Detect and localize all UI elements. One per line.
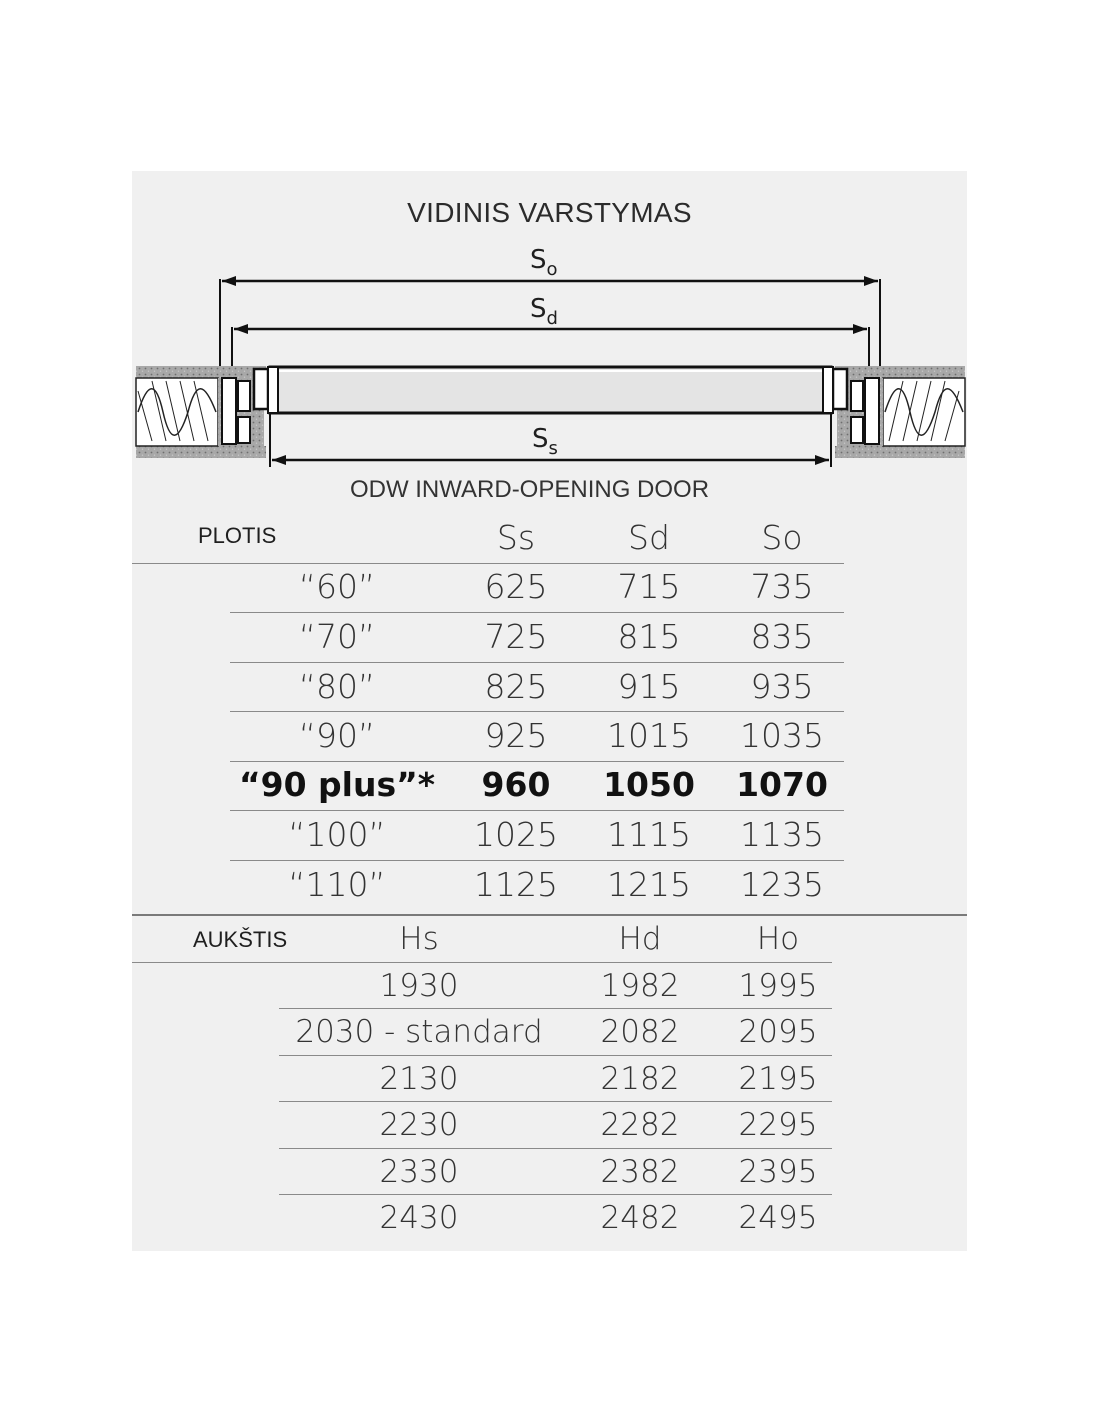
sd-value: 1215 [607, 865, 691, 904]
ss-label: $S_s$ [532, 424, 558, 459]
height-column-header: Hs [399, 921, 439, 957]
right-wall [833, 366, 965, 458]
so-value: 1035 [740, 716, 824, 755]
ho-value: 2295 [738, 1107, 818, 1143]
width-table-label: PLOTIS [198, 523, 277, 548]
sd-value: 1015 [607, 716, 691, 755]
row-divider [279, 1055, 832, 1056]
so-value: 835 [750, 617, 814, 656]
ss-value: 925 [484, 716, 548, 755]
row-divider [279, 1101, 832, 1102]
so-value: 1135 [740, 815, 824, 854]
ho-value: 1995 [738, 968, 818, 1004]
ho-value: 2195 [738, 1061, 818, 1097]
hs-value: 1930 [379, 968, 459, 1004]
ss-value: 960 [481, 765, 551, 804]
sd-label: $S_d$ [530, 294, 558, 329]
door-leaf [268, 367, 833, 413]
sd-value: 815 [617, 617, 681, 656]
so-value: 1235 [740, 865, 824, 904]
ss-value: 725 [484, 617, 548, 656]
so-value: 735 [750, 567, 814, 606]
row-divider [230, 612, 844, 613]
hd-value: 2282 [600, 1107, 680, 1143]
ss-value: 625 [484, 567, 548, 606]
ho-value: 2495 [738, 1200, 818, 1236]
row-divider [230, 761, 844, 762]
hd-value: 2482 [600, 1200, 680, 1236]
height-column-header: Ho [756, 921, 800, 957]
height-header-rule [132, 962, 832, 963]
hd-value: 2182 [600, 1061, 680, 1097]
width-column-header: Ss [496, 518, 536, 557]
diagram-subtitle: ODW INWARD-OPENING DOOR [349, 476, 710, 503]
hd-value: 1982 [600, 968, 680, 1004]
hs-value: 2430 [379, 1200, 459, 1236]
hs-value: 2230 [379, 1107, 459, 1143]
door-section-diagram [132, 241, 967, 471]
drawing-panel [132, 171, 967, 1251]
row-divider [230, 810, 844, 811]
sd-value: 715 [617, 567, 681, 606]
row-name: “80” [298, 667, 376, 706]
sd-value: 915 [617, 667, 681, 706]
row-name: “90” [298, 716, 376, 755]
hs-value: 2030 - standard [295, 1014, 543, 1050]
row-divider [279, 1148, 832, 1149]
height-column-header: Hd [618, 921, 662, 957]
sd-value: 1050 [603, 765, 695, 804]
row-divider [230, 711, 844, 712]
ho-value: 2095 [738, 1014, 818, 1050]
row-divider [279, 1194, 832, 1195]
so-value: 935 [750, 667, 814, 706]
row-name: “90 plus”* [238, 765, 436, 804]
ss-value: 1125 [474, 865, 558, 904]
height-table-label: AUKŠTIS [193, 927, 288, 952]
row-name: “100” [288, 815, 386, 854]
row-name: “60” [298, 567, 376, 606]
ss-value: 1025 [474, 815, 558, 854]
row-divider [230, 662, 844, 663]
row-divider [230, 860, 844, 861]
hs-value: 2130 [379, 1061, 459, 1097]
so-label: $S_o$ [530, 245, 558, 280]
width-column-header: So [761, 518, 803, 557]
ss-value: 825 [484, 667, 548, 706]
sd-value: 1115 [607, 815, 691, 854]
so-value: 1070 [736, 765, 828, 804]
section-divider [132, 914, 967, 916]
diagram-title: VIDINIS VARSTYMAS [407, 197, 692, 228]
width-header-rule [132, 563, 844, 564]
row-divider [279, 1008, 832, 1009]
hd-value: 2082 [600, 1014, 680, 1050]
hs-value: 2330 [379, 1154, 459, 1190]
row-name: “110” [288, 865, 386, 904]
hd-value: 2382 [600, 1154, 680, 1190]
left-wall [136, 366, 268, 458]
row-name: “70” [298, 617, 376, 656]
ho-value: 2395 [738, 1154, 818, 1190]
width-column-header: Sd [628, 518, 670, 557]
